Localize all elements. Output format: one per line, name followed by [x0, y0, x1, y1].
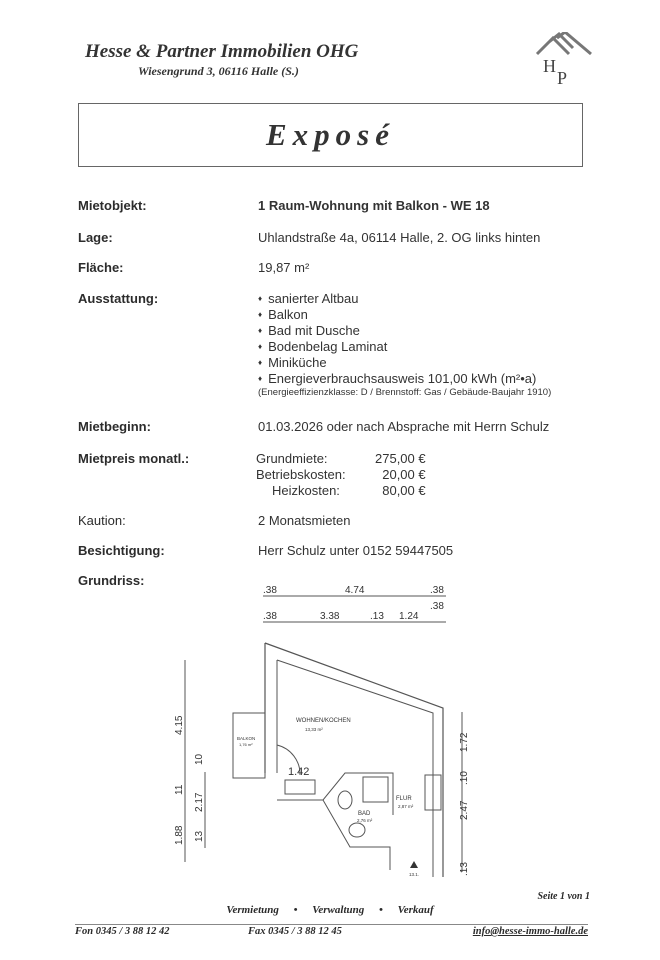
- label-mietpreis: Mietpreis monatl.:: [78, 451, 190, 466]
- phone-number: Fon 0345 / 3 88 12 42: [75, 926, 170, 937]
- dim-label: 4.74: [345, 585, 365, 596]
- dim-label: 10: [194, 753, 205, 765]
- feature-item: ♦ Energieverbrauchsausweis 101,00 kWh (m²•a): [244, 371, 551, 387]
- feature-item: ♦ sanierter Altbau: [244, 291, 551, 307]
- price-amount: 80,00 €: [382, 483, 426, 498]
- separator: •: [378, 904, 383, 916]
- dim-label: .10: [459, 771, 470, 785]
- room-area: 2,76 m²: [357, 818, 373, 823]
- feature-item: ♦ Miniküche: [244, 355, 551, 371]
- price-name: Grundmiete:: [256, 451, 328, 466]
- dim-label: 2.47: [459, 800, 470, 820]
- outer-wall: [265, 643, 443, 877]
- entry-label: 13.1.: [409, 872, 420, 877]
- label-mietobjekt: Mietobjekt:: [78, 198, 147, 213]
- dim-label: 1.24: [399, 611, 419, 622]
- dim-label: 1.72: [459, 732, 470, 752]
- value-flaeche: 19,87 m²: [258, 260, 310, 275]
- value-besichtigung: Herr Schulz unter 0152 59447505: [258, 543, 454, 558]
- separator: •: [293, 904, 298, 916]
- company-address: Wiesengrund 3, 06116 Halle (S.): [138, 64, 299, 78]
- label-grundriss: Grundriss:: [78, 573, 145, 588]
- svg-text:H: H: [543, 56, 556, 76]
- dim-label: .13: [370, 611, 384, 622]
- energy-note: (Energieeffizienzklasse: D / Brennstoff: Gas / Gebäude-Baujahr 1910): [258, 387, 552, 398]
- label-flaeche: Fläche:: [78, 260, 124, 275]
- dim-label: .38: [430, 585, 444, 596]
- dim-label: .38: [263, 585, 277, 596]
- price-amount: 20,00 €: [382, 467, 426, 482]
- room-area: 1,76 m²: [239, 742, 253, 747]
- service-item: Verwaltung: [312, 904, 365, 916]
- dim-label: 1.88: [174, 825, 185, 845]
- page-number: Seite 1 von 1: [537, 891, 590, 902]
- dim-label: .38: [430, 601, 444, 612]
- services-line: [0, 904, 660, 916]
- room-name: FLUR: [396, 796, 412, 802]
- label-kaution: Kaution:: [78, 513, 126, 528]
- washbasin: [349, 823, 365, 837]
- label-mietbeginn: Mietbeginn:: [78, 419, 151, 434]
- room-name: BAD: [358, 811, 371, 817]
- room-area: 2,87 m²: [398, 804, 414, 809]
- value-lage: Uhlandstraße 4a, 06114 Halle, 2. OG links hinten: [258, 230, 541, 245]
- price-name: Heizkosten:: [272, 483, 340, 498]
- svg-text:P: P: [557, 68, 568, 88]
- dim-label: 3.38: [320, 611, 340, 622]
- value-mietbeginn: 01.03.2026 oder nach Absprache mit Herrn Schulz: [258, 419, 550, 434]
- dim-label: 13: [194, 830, 205, 842]
- label-ausstattung: Ausstattung:: [78, 291, 159, 306]
- value-mietobjekt: 1 Raum-Wohnung mit Balkon - WE 18: [258, 198, 490, 213]
- room-name: BALKON: [237, 736, 256, 741]
- company-name: Hesse & Partner Immobilien OHG: [85, 41, 359, 62]
- fax-number: Fax 0345 / 3 88 12 45: [248, 926, 342, 937]
- toilet: [338, 791, 352, 809]
- label-besichtigung: Besichtigung:: [78, 543, 165, 558]
- label-lage: Lage:: [78, 230, 113, 245]
- feature-item: ♦ Bad mit Dusche: [244, 323, 551, 339]
- service-item: Vermietung: [226, 904, 279, 916]
- document-title: Exposé: [266, 117, 395, 152]
- email-link[interactable]: info@hesse-immo-halle.de: [472, 926, 588, 937]
- sink: [285, 780, 315, 794]
- dim-label: .38: [263, 611, 277, 622]
- room-area: 13,33 m²: [305, 727, 323, 732]
- dim-label: 11: [174, 784, 185, 795]
- dim-label: 4.15: [174, 715, 185, 735]
- dim-label: 1.42: [288, 766, 310, 778]
- dim-label: 2.17: [194, 792, 205, 812]
- service-item: Verkauf: [397, 904, 434, 916]
- feature-item: ♦ Bodenbelag Laminat: [244, 339, 551, 355]
- feature-item: ♦ Balkon: [244, 307, 551, 323]
- room-name: WOHNEN/KOCHEN: [296, 718, 351, 724]
- shower: [363, 777, 388, 802]
- dim-label: .13: [459, 862, 470, 876]
- bath-wall: [323, 800, 390, 870]
- value-kaution: 2 Monatsmieten: [258, 513, 351, 528]
- footer-divider: [75, 924, 588, 925]
- entry-arrow-icon: [410, 861, 418, 868]
- price-amount: 275,00 €: [375, 451, 426, 466]
- price-name: Betriebskosten:: [256, 467, 346, 482]
